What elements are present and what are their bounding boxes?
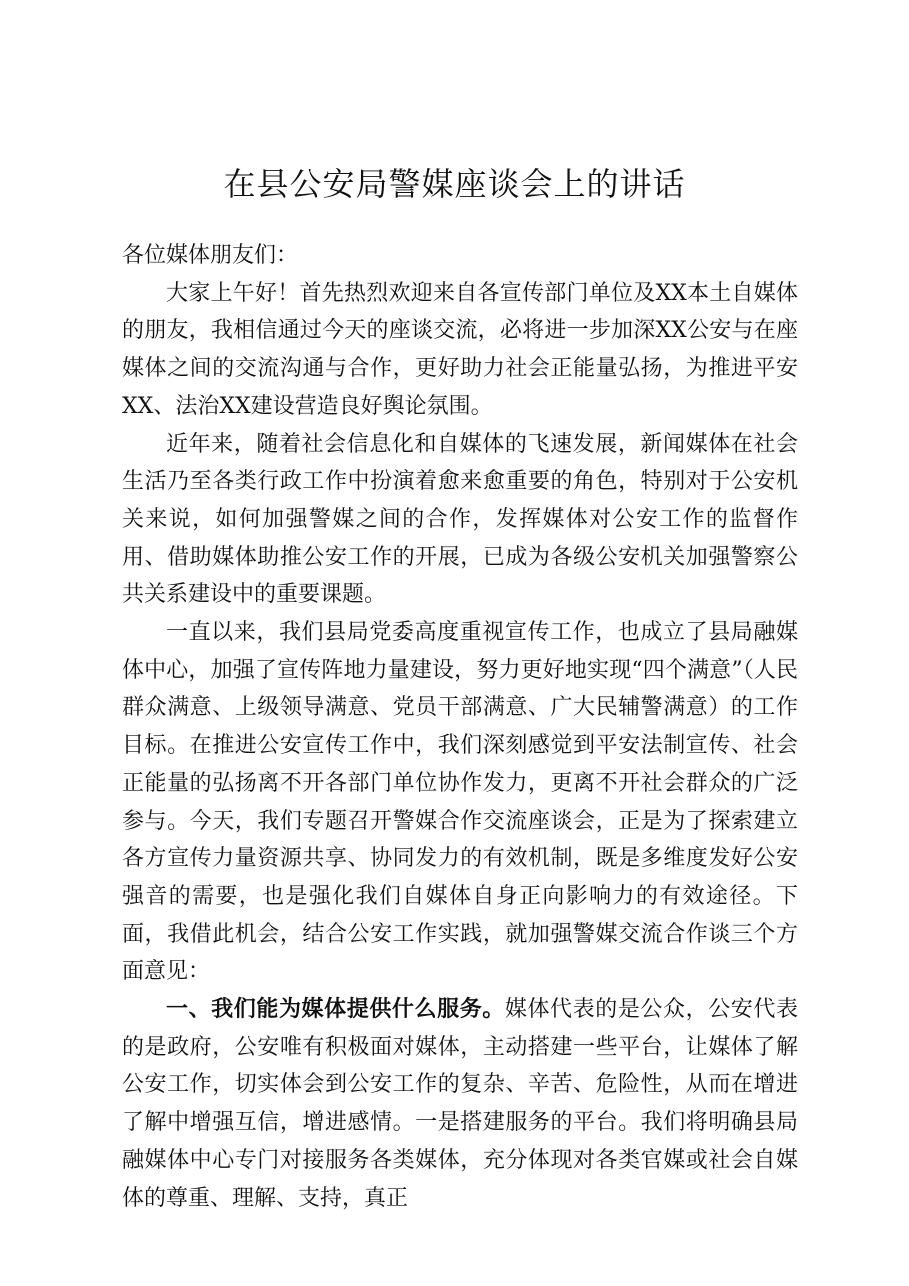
section-one-text: 媒体代表的是公众，公安代表的是政府，公安唯有积极面对媒体，主动搭建一些平台，让媒体了解公安工作，切实体会到公安工作的复杂、辛苦、危险性，从而在增进了解中增强互信，增进感情。一是搭建服务的平台。我们将明确县局融媒体中心专门对接服务各类媒体，充分体现对各类官媒或社会自媒体的尊重、理解、支持，真正 (122, 997, 798, 1211)
paragraph-background: 近年来，随着社会信息化和自媒体的飞速发展，新闻媒体在社会生活乃至各类行政工作中扮演着愈来愈重要的角色，特别对于公安机关来说，如何加强警媒之间的合作，发挥媒体对公安工作的监督作用、借助媒体助推公安工作的开展，已成为各级公安机关加强警察公共关系建设中的重要课题。 (122, 431, 798, 608)
paragraph-welcome: 大家上午好！首先热烈欢迎来自各宣传部门单位及XX本土自媒体的朋友，我相信通过今天的座谈交流，必将进一步加深XX公安与在座媒体之间的交流沟通与合作，更好助力社会正能量弘扬，为推进平安XX、法治XX建设营造良好舆论氛围。 (122, 280, 798, 419)
document-title: 在县公安局警媒座谈会上的讲话 (223, 165, 686, 203)
document-body (122, 237, 798, 1217)
greeting: 各位媒体朋友们： (122, 243, 299, 268)
section-one-heading: 一、我们能为媒体提供什么服务。 (166, 997, 505, 1023)
paragraph-work: 一直以来，我们县局党委高度重视宣传工作，也成立了县局融媒体中心，加强了宣传阵地力量建设，努力更好地实现“四个满意”（人民群众满意、上级领导满意、党员干部满意、广大民辅警满意）的工作目标。在推进公安宣传工作中，我们深刻感觉到平安法制宣传、社会正能量的弘扬离不开各部门单位协作发力，更离不开社会群众的广泛参与。今天，我们专题召开警媒合作交流座谈会，正是为了探索建立各方宣传力量资源共享、协同发力的有效机制，既是多维度发好公安强音的需要，也是强化我们自媒体自身正向影响力的有效途径。下面，我借此机会，结合公安工作实践，就加强警媒交流合作谈三个方面意见： (122, 620, 798, 985)
paragraph-section-one (122, 991, 798, 1217)
